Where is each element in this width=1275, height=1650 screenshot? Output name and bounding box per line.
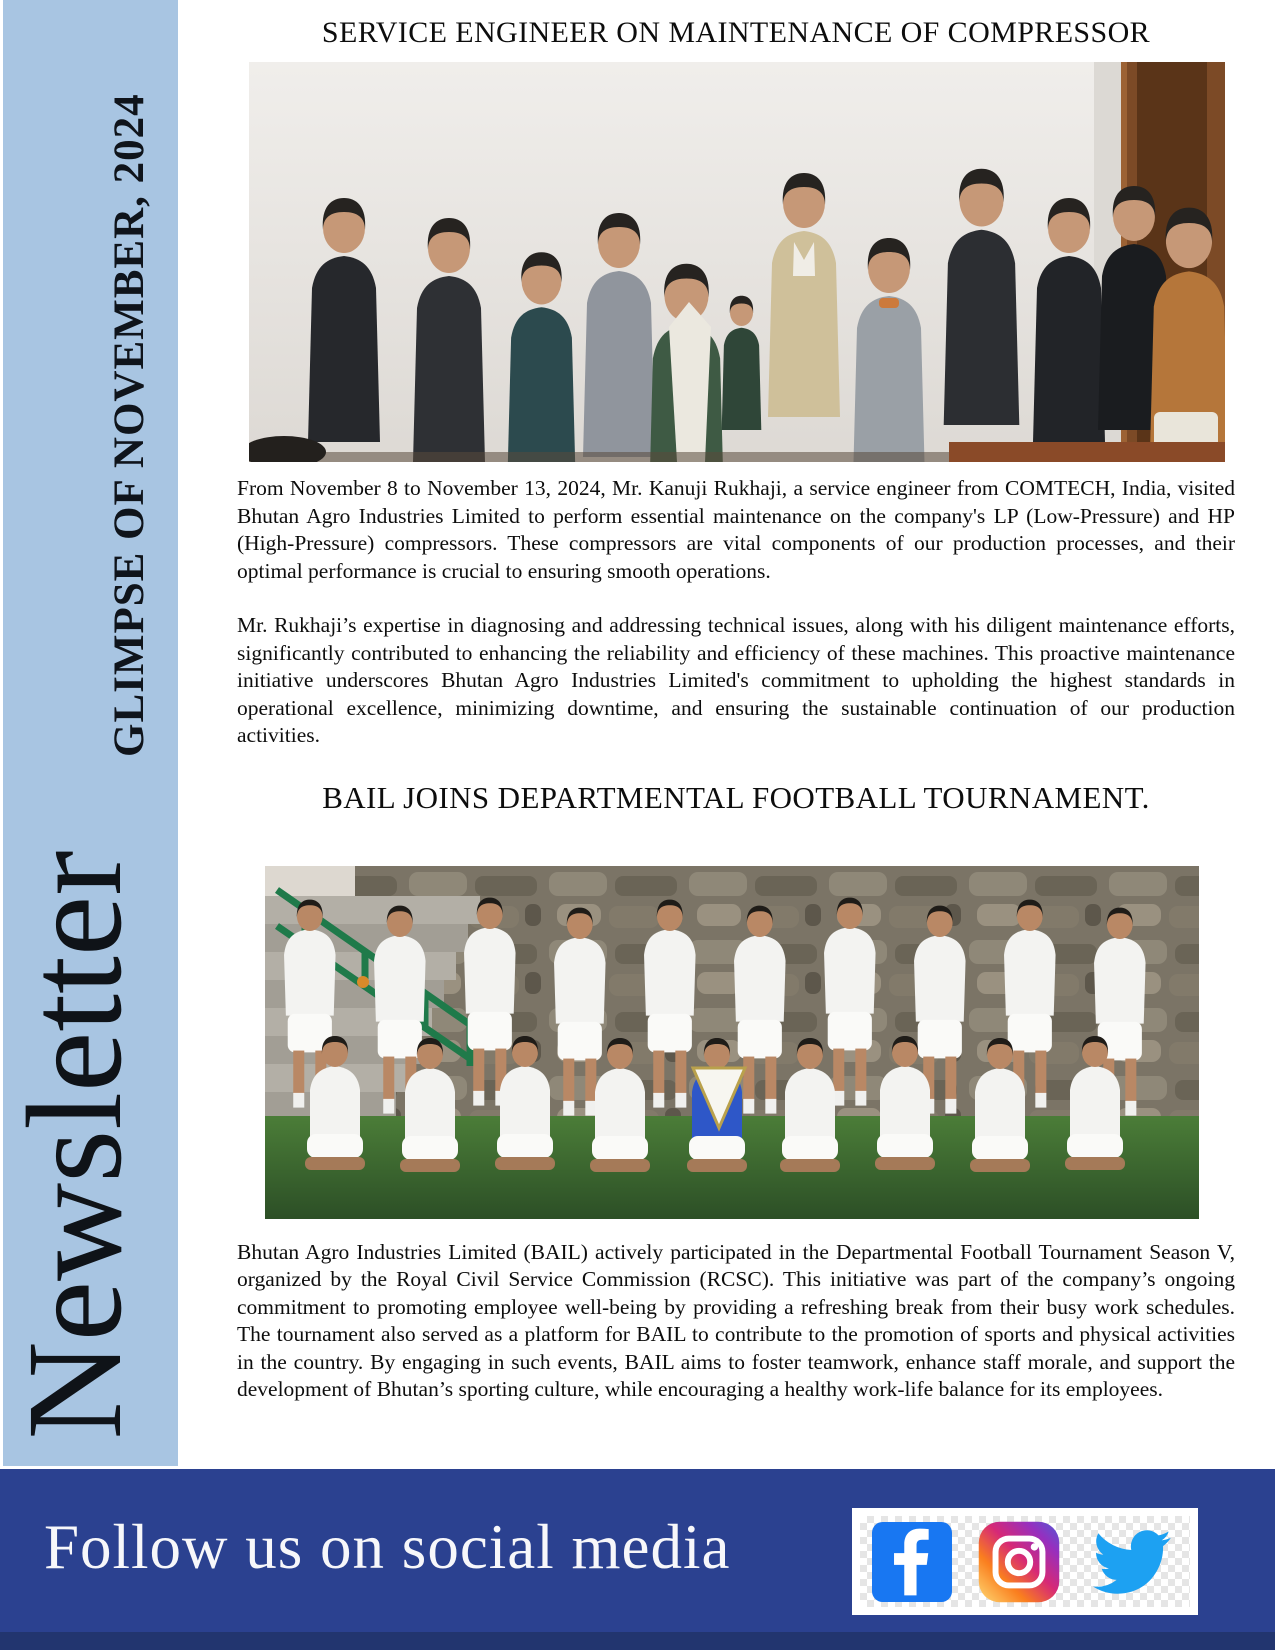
facebook-icon[interactable] [872,1522,952,1602]
compressor-team-photo-illustration [249,62,1225,462]
article1-paragraph-2: Mr. Rukhaji’s expertise in diagnosing and addressing technical issues, along with his diligent maintenance efforts, significantly contributed to enhancing the reliability and efficiency of these machines. This proactive maintenance initiative underscores Bhutan Agro Industries Limited's commitment to upholding the highest standards in operational excellence, minimizing downtime, and ensuring the sustainable continuation of our production activities. [237,613,1235,747]
sidebar [0,0,178,1466]
main-content [237,0,1235,1404]
article1-paragraph-1: From November 8 to November 13, 2024, Mr. Kanuji Rukhaji, a service engineer from COMTECH, India, visited Bhutan Agro Industries Limited to perform essential maintenance on the company's LP (Low-Pressure) and HP (High-Pressure) compressors. These compressors are vital components of our production processes, and their optimal performance is crucial to ensuring smooth operations. [237,476,1235,583]
football-team-photo [265,866,1199,1219]
compressor-team-photo [249,62,1225,462]
footer-text: Follow us on social media [44,1512,731,1582]
sidebar-title: Newsletter [0,850,150,1440]
article2-heading: BAIL JOINS DEPARTMENTAL FOOTBALL TOURNAMENT. [322,779,1150,815]
twitter-icon[interactable] [1086,1523,1178,1601]
social-media-box [852,1508,1198,1615]
article2-paragraph-1: Bhutan Agro Industries Limited (BAIL) actively participated in the Departmental Football Tournament Season V, organized by the Royal Civil Service Commission (RCSC). This initiative was part of the company’s ongoing commitment to promoting employee well-being by providing a refreshing break from their busy work schedules. The tournament also served as a platform for BAIL to contribute to the promotion of sports and physical activities in the country. By engaging in such events, BAIL aims to foster teamwork, enhance staff morale, and support the development of Bhutan’s sporting culture, while encouraging a healthy work-life balance for its employees. [237,1239,1235,1401]
footer [0,1469,1275,1650]
sidebar-subtitle: GLIMPSE OF NOVEMBER, 2024 [106,93,153,757]
instagram-icon[interactable] [977,1520,1061,1604]
article1-heading: SERVICE ENGINEER ON MAINTENANCE OF COMPRESSOR [321,16,1151,49]
social-icons-strip [860,1516,1190,1607]
football-team-photo-illustration [265,866,1199,1219]
